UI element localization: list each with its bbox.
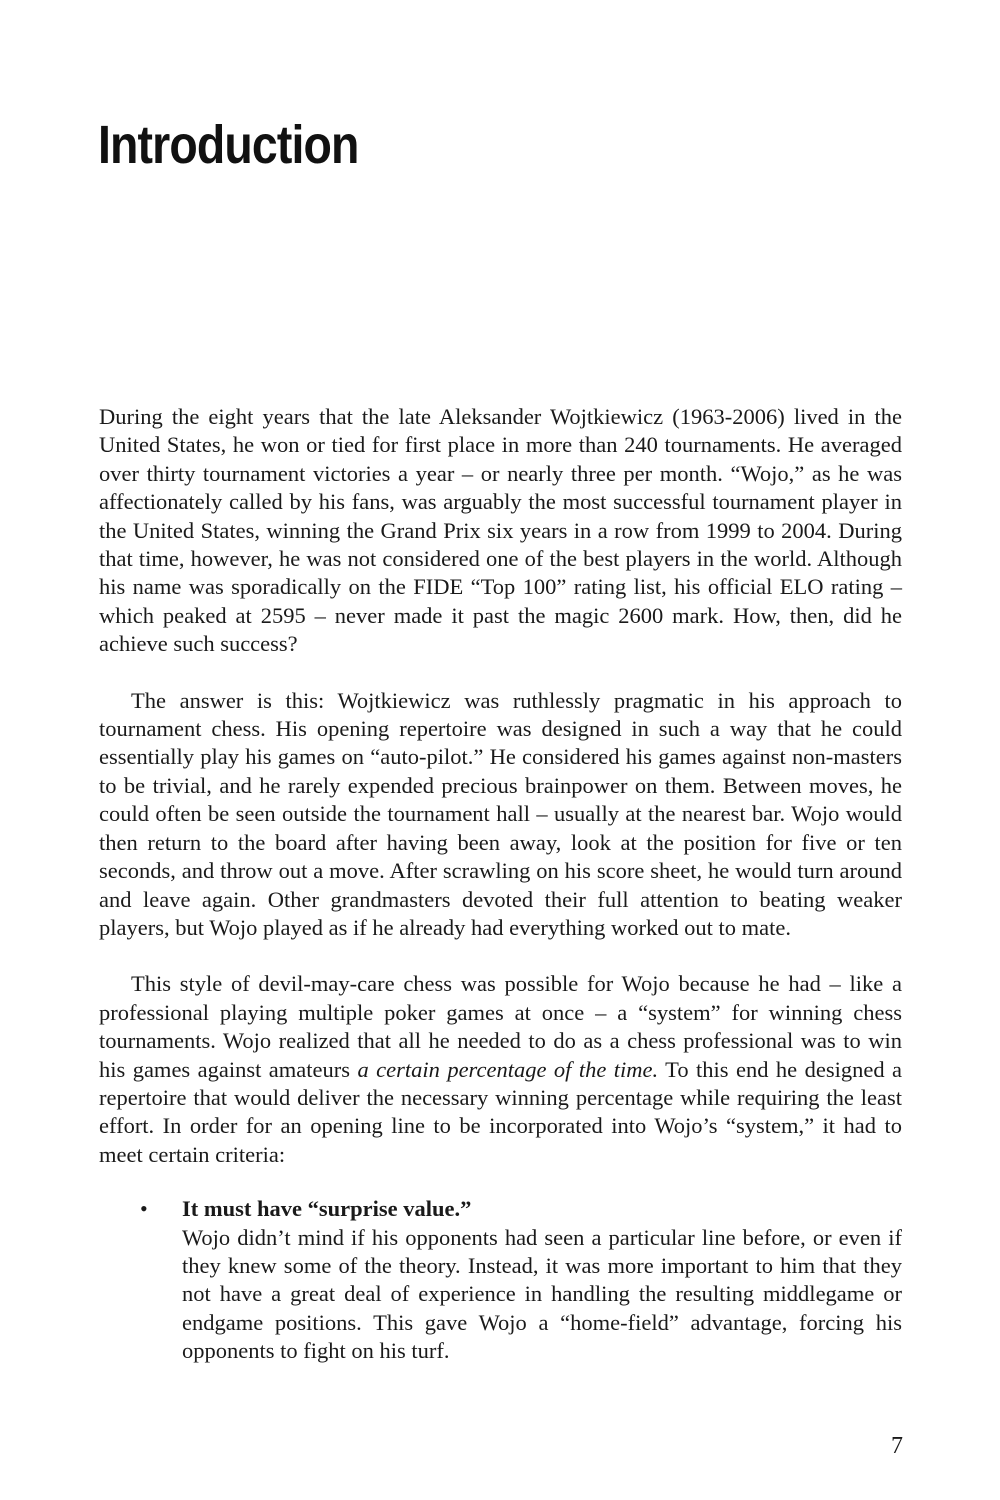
body-text — [99, 403, 902, 1366]
criteria-item — [140, 1195, 902, 1365]
chapter-title: Introduction — [98, 115, 359, 175]
paragraph-3-emphasis: a certain percentage of the time. — [357, 1056, 659, 1082]
criteria-description: Wojo didn’t mind if his opponents had seen a particular line before, or even if they knew some of the theory. Instead, it was more important to him that they not have a great deal of experience in handling the resulting middlegame or endgame positions. This gave Wojo a “home-field” advantage, forcing his opponents to fight on his turf. — [182, 1224, 902, 1364]
criteria-list — [99, 1195, 902, 1365]
criteria-heading: It must have “surprise value.” — [182, 1196, 472, 1222]
paragraph-1: During the eight years that the late Aleksander Wojtkiewicz (1963-2006) lived in the United States, he won or tied for first place in more than 240 tournaments. He averaged over thirty tournament victories a year – or nearly three per month. “Wojo,” as he was affectionately called by his fans, was arguably the most successful tournament player in the United States, winning the Grand Prix six years in a row from 1999 to 2004. During that time, however, he was not considered one of the best players in the world. Although his name was sporadically on the FIDE “Top 100” rating list, his official ELO rating – which peaked at 2595 – never made it past the magic 2600 mark. How, then, did he achieve such success? — [99, 404, 902, 657]
page-number: 7 — [891, 1433, 903, 1459]
paragraph-3-text-start: This style of devil-may-care chess was possible for Wojo because he had – like a professional playing multiple poker games at once – a “system” for winning chess tournaments. Wojo realized that all he needed to do as a chess professional was to win his games against amateurs — [99, 971, 902, 1082]
paragraph-3 — [99, 970, 902, 1169]
paragraph-3-text-end: To this end he designed a repertoire that would deliver the necessary winning percentage while requiring the least effort. In order for an opening line to be incorporated into Wojo’s “system,” it had to meet certain criteria: — [99, 1056, 902, 1167]
paragraph-2: The answer is this: Wojtkiewicz was ruthlessly pragmatic in his approach to tournament chess. His opening repertoire was designed in such a way that he could essentially play his games on “auto-pilot.” He considered his games against non-masters to be trivial, and he rarely expended precious brainpower on them. Between moves, he could often be seen outside the tournament hall – usually at the nearest bar. Wojo would then return to the board after having been away, look at the position for five or ten seconds, and throw out a move. After scrawling on his score sheet, he would turn around and leave again. Other grandmasters devoted their full attention to beating weaker players, but Wojo played as if he already had everything worked out to mate. — [99, 687, 902, 940]
bullet-icon: • — [140, 1196, 148, 1222]
